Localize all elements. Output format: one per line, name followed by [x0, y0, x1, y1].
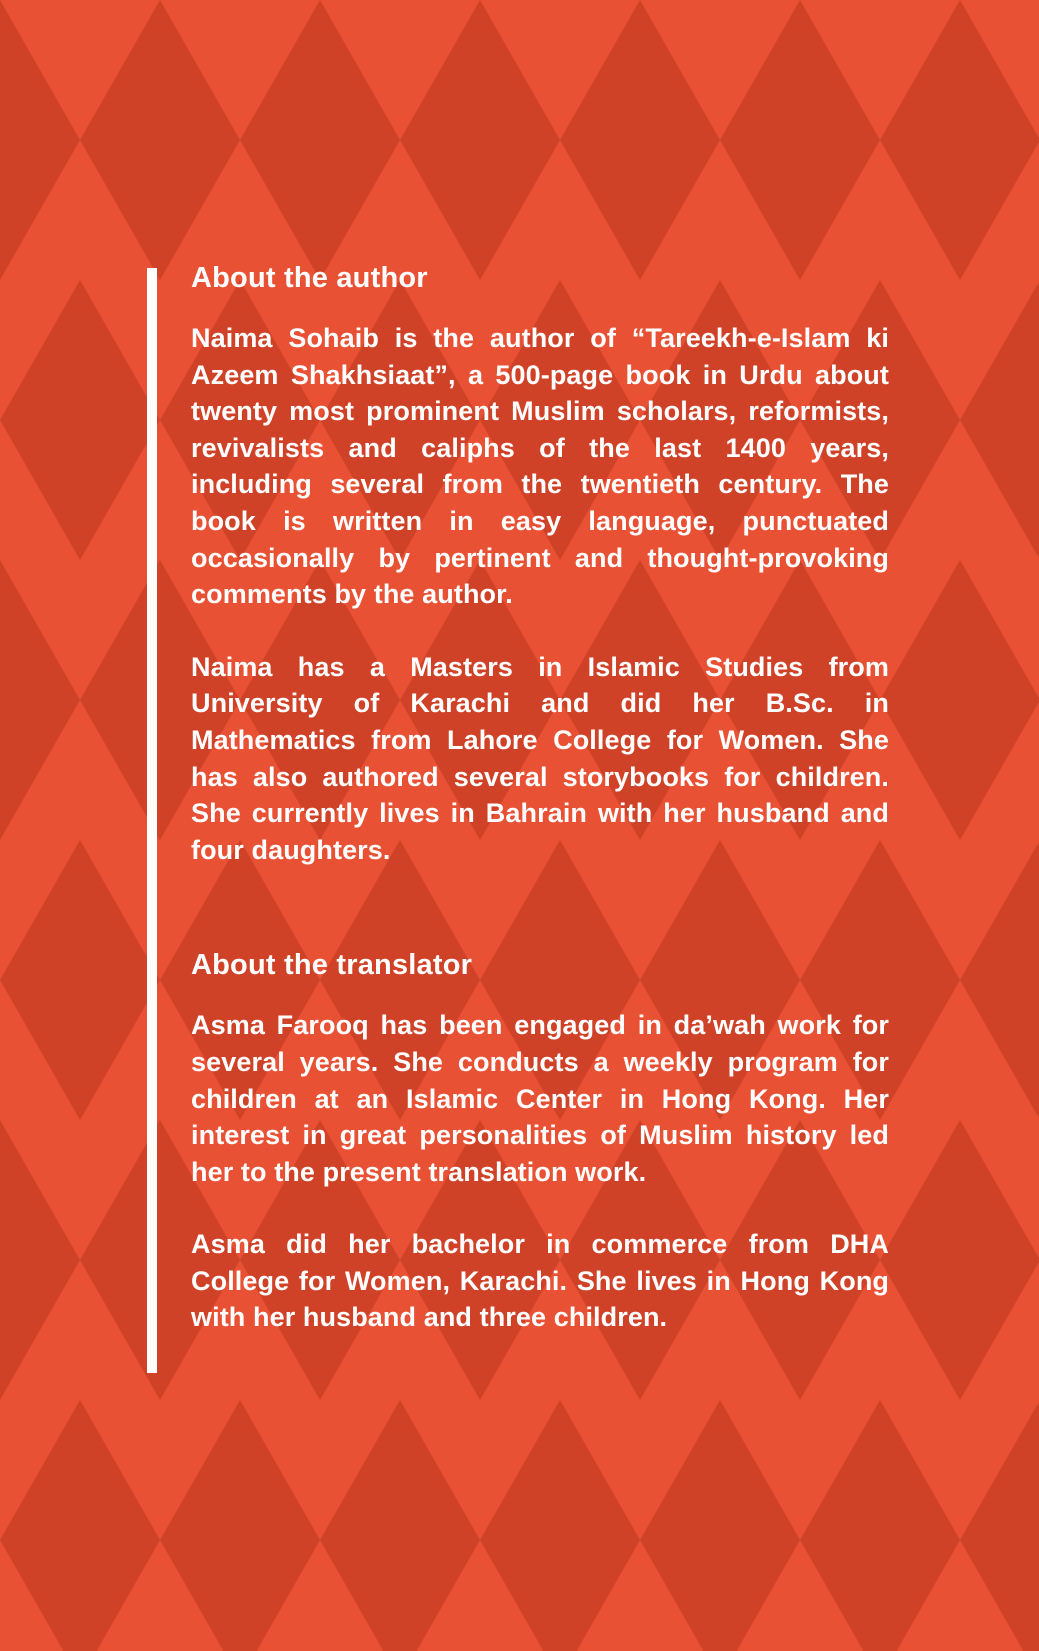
back-cover-text	[191, 258, 889, 1336]
translator-paragraph-2: Asma did her bachelor in commerce from DHA College for Women, Karachi. She lives in Hong Kong with her husband and three children.	[191, 1229, 889, 1333]
about-author-section	[191, 258, 889, 868]
author-paragraph-1: Naima Sohaib is the author of “Tareekh-e-Islam ki Azeem Shakhsiaat”, a 500-page book in Urdu about twenty most prominent Muslim scholars, reformists, revivalists and caliphs of the last 1400 years, including several from the twentieth century. The book is written in easy language, punctuated occasionally by pertinent and thought-provoking comments by the author.	[191, 323, 889, 610]
translator-paragraph-1: Asma Farooq has been engaged in da’wah work for several years. She conducts a weekly program for children at an Islamic Center in Hong Kong. Her interest in great personalities of Muslim history led her to the present translation work.	[191, 1010, 889, 1187]
about-author-heading: About the author	[191, 262, 428, 294]
about-translator-heading: About the translator	[191, 949, 473, 982]
about-translator-section	[191, 945, 889, 1336]
vertical-accent-bar	[147, 268, 157, 1373]
author-paragraph-2: Naima has a Masters in Islamic Studies from University of Karachi and did her B.Sc. in Mathematics from Lahore College for Women. She has also authored several storybooks for children. She currently lives in Bahrain with her husband and four daughters.	[191, 651, 889, 865]
